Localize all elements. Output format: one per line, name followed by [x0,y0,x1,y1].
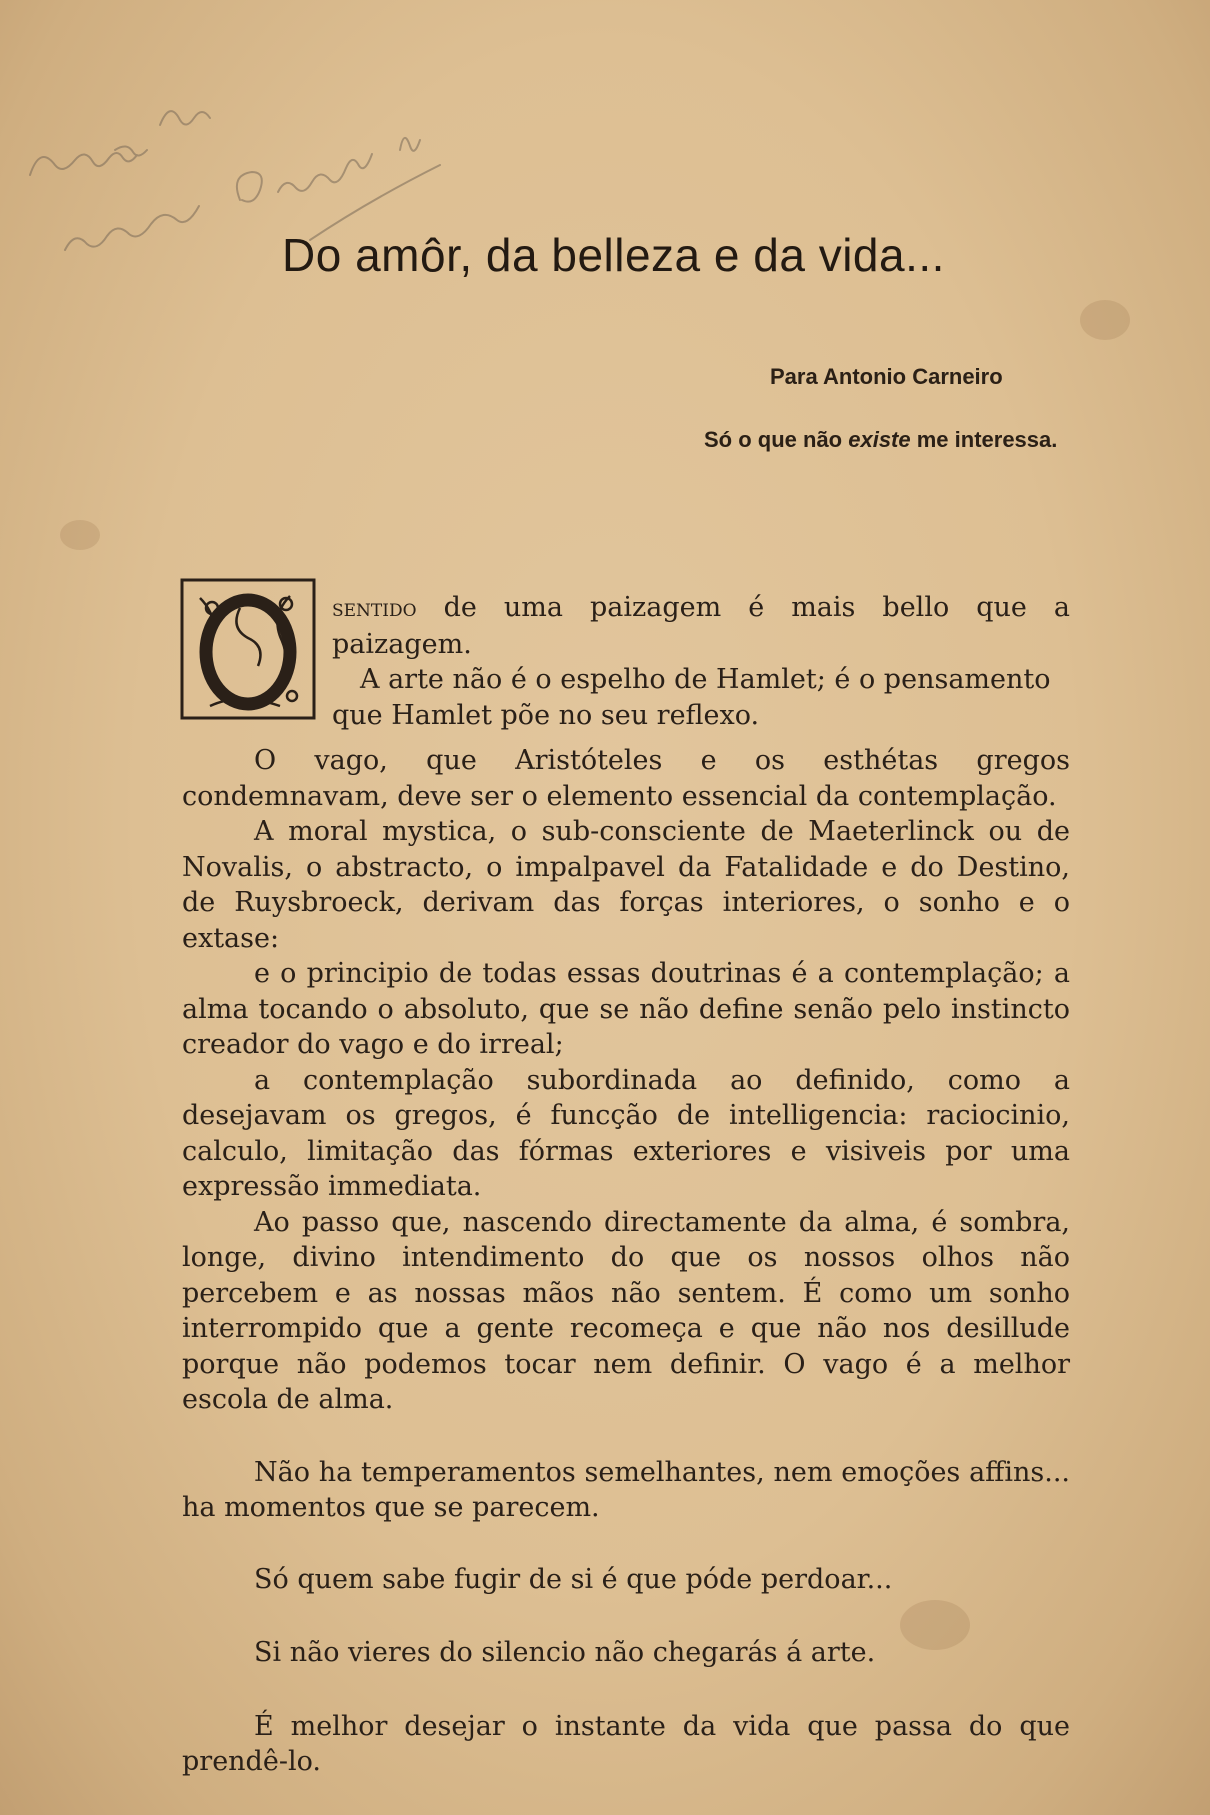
aphorism: Si não vieres do silencio não chegarás á arte. [254,1637,876,1668]
paragraph: e o principio de todas essas doutrinas é a contemplação; a alma tocando o absoluto, que se não define senão pelo instincto creador do vago e do irreal; [182,958,1070,1060]
paragraph: a contemplação subordinada ao definido, como a desejavam os gregos, é funcção de intelligencia: raciocinio, calculo, limitação das fórmas exteriores e visiveis por uma expressão immediata. [182,1064,1070,1202]
paper-stain [1080,300,1130,340]
article-body [182,590,1070,1780]
first-paragraph-line: A arte não é o espelho de Hamlet; é o pensamento [360,664,1051,695]
line-text: de uma paizagem é mais bello que a paizagem. [332,592,1070,660]
epigraph-emphasis: existe [848,427,911,452]
first-paragraph-line [332,590,1070,662]
first-paragraph-line: que Hamlet põe no seu reflexo. [332,699,760,731]
aphorism: Não ha temperamentos semelhantes, nem emoções affins... ha momentos que se parecem. [182,1456,1070,1523]
epigraph [704,427,1057,453]
paragraph: O vago, que Aristóteles e os esthétas gregos condemnavam, deve ser o elemento essencial da contemplação. [182,745,1070,812]
aphorism: É melhor desejar o instante da vida que passa do que prendê-lo. [182,1710,1070,1777]
small-caps-word: sentido [332,594,417,622]
page-title: Do amôr, da belleza e da vida... [282,229,945,281]
paragraph: A moral mystica, o sub-consciente de Maeterlinck ou de Novalis, o abstracto, o impalpavel da Fatalidade e do Destino, de Ruysbroeck, derivam das forças interiores, o sonho e o extase: [182,816,1070,954]
aphorism: Só quem sabe fugir de si é que póde perdoar... [254,1563,893,1595]
epigraph-after: me interessa. [910,427,1058,452]
epigraph-before: Só o que não [704,427,849,452]
dedication: Para Antonio Carneiro [770,364,1003,389]
first-paragraph [332,590,1070,733]
paragraph: Ao passo que, nascendo directamente da alma, é sombra, longe, divino intendimento do que os nossos olhos não percebem e as nossas mãos não sentem. É como um sonho interrompido que a gente recomeça e que não nos desillude porque não podemos tocar nem definir. O vago é a melhor escola de alma. [182,1206,1070,1415]
paper-stain [60,520,100,550]
